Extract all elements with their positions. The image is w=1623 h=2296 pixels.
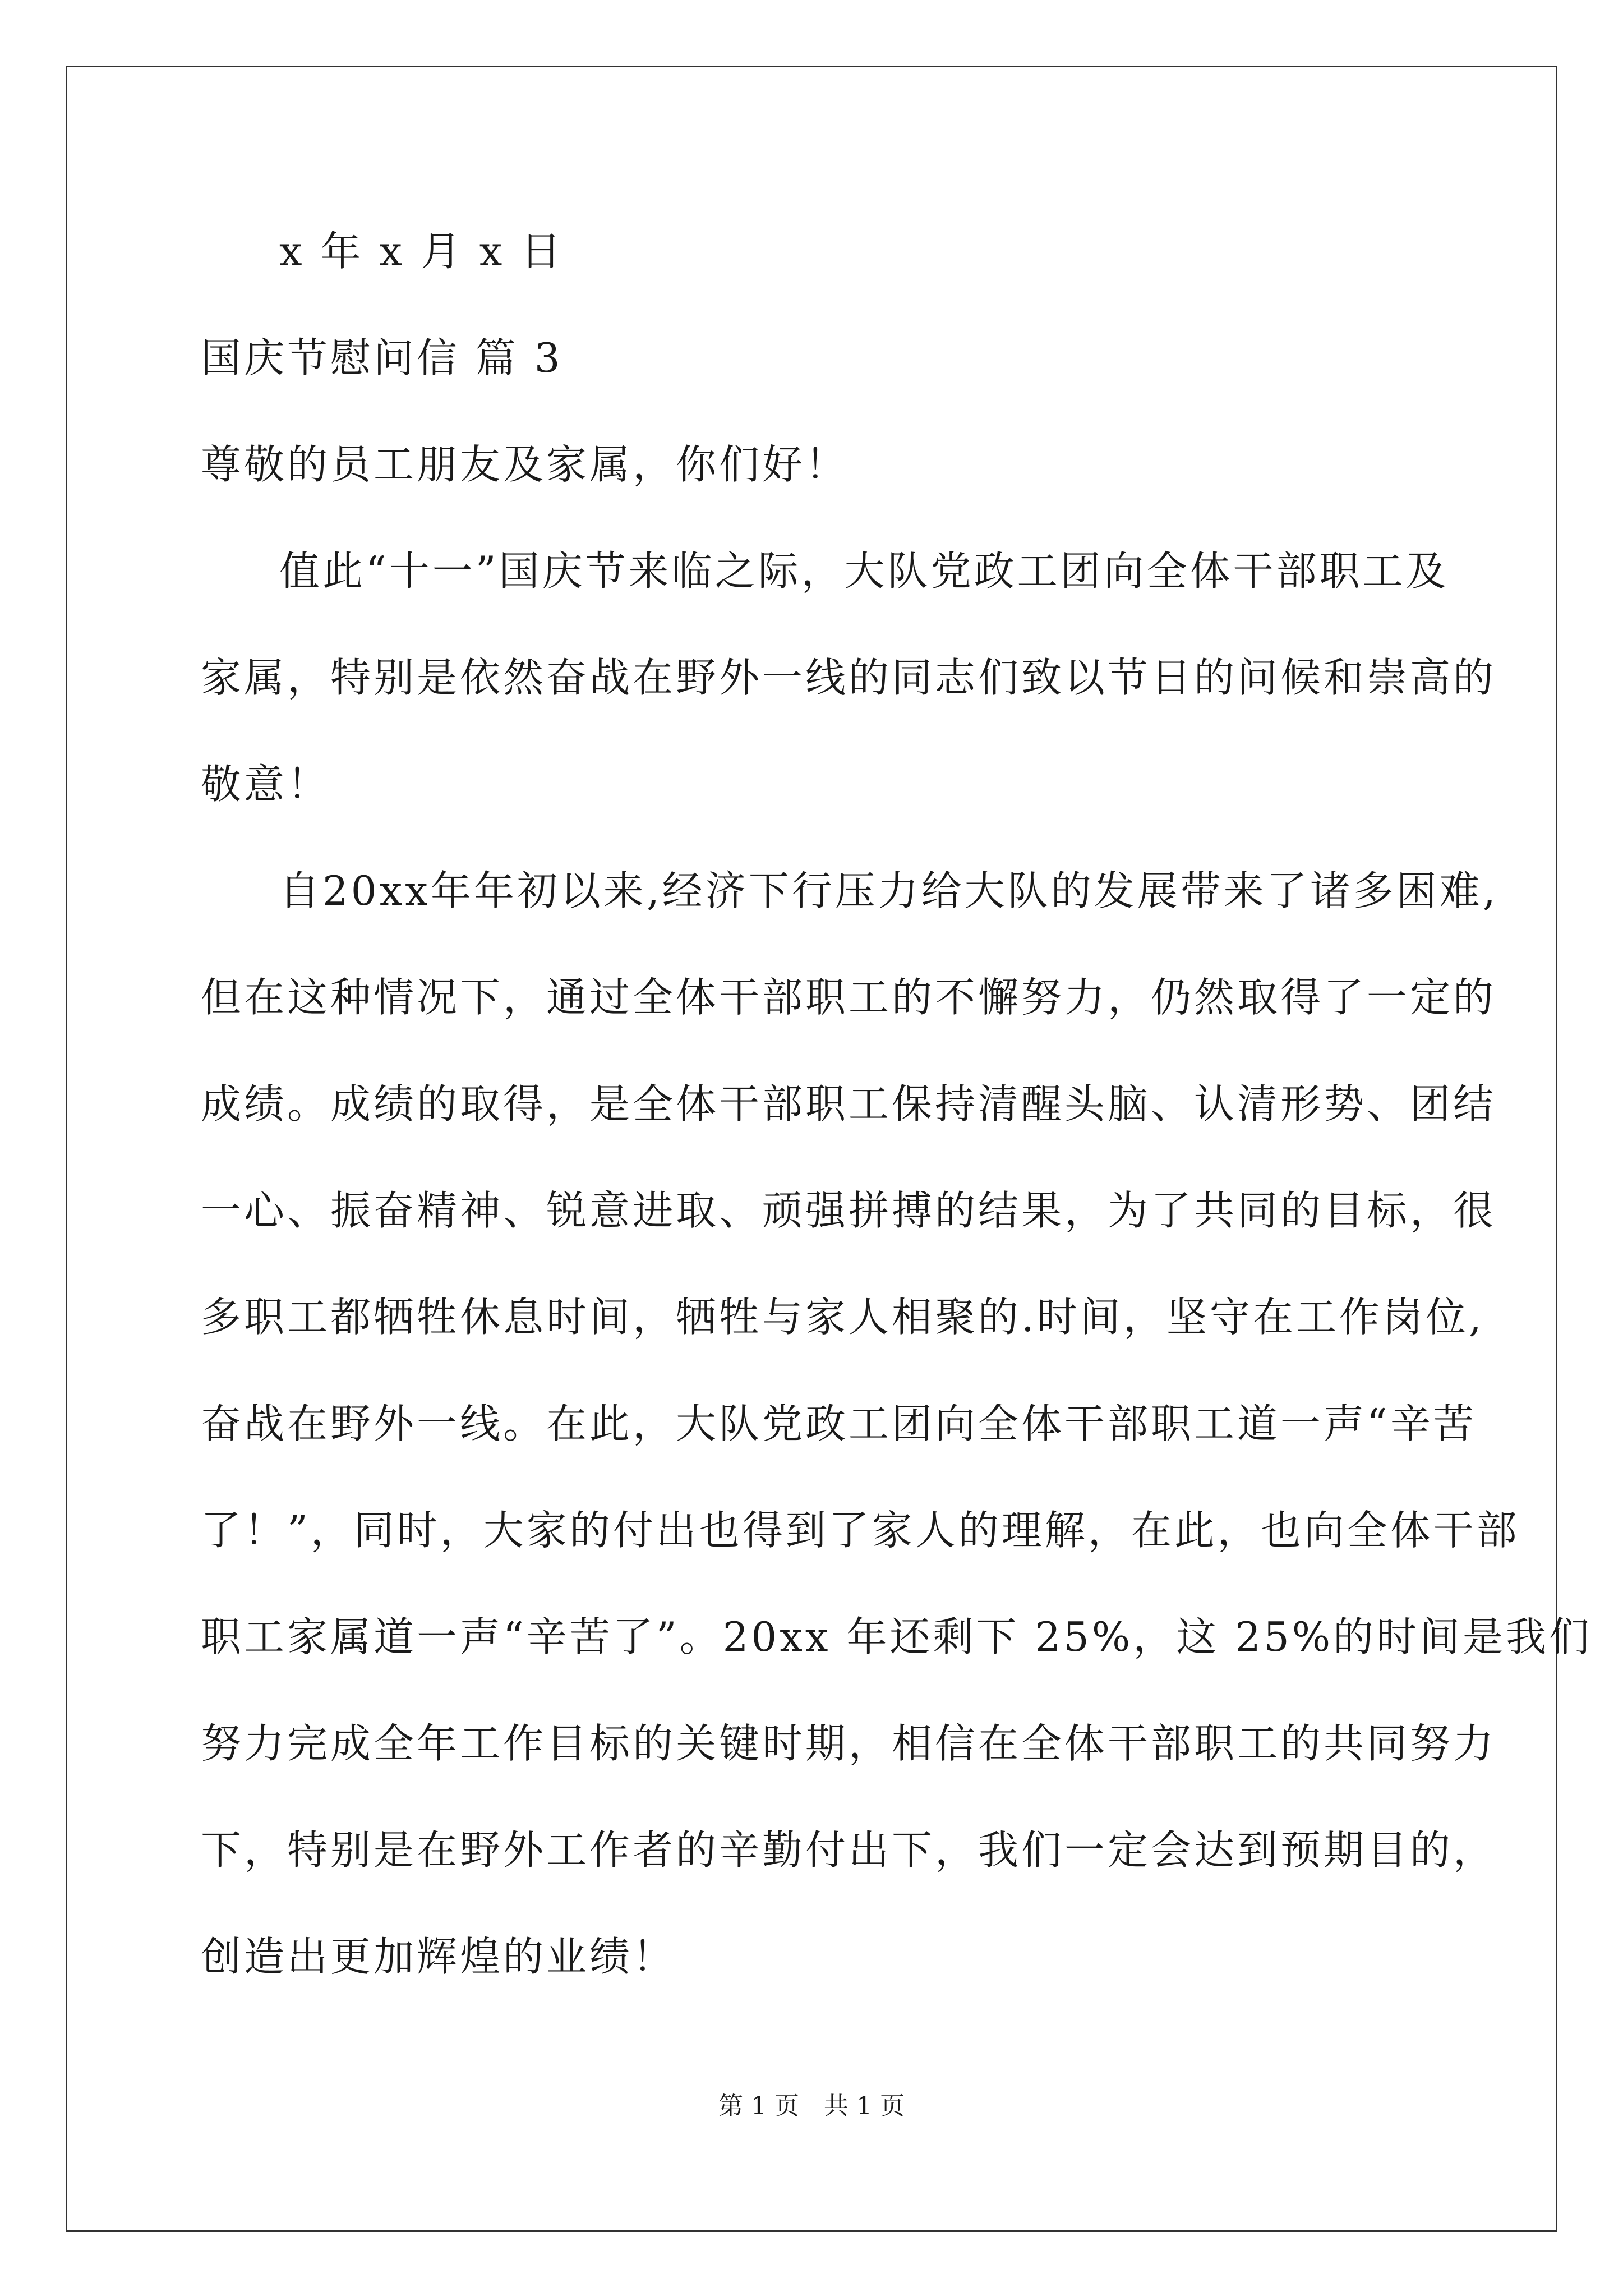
paragraph2-line: 创造出更加辉煌的业绩！ bbox=[201, 1933, 676, 1980]
paragraph2-line: 了！”，同时，大家的付出也得到了家人的理解，在此，也向全体干部 bbox=[201, 1507, 1520, 1554]
paragraph1-line: 值此“十一”国庆节来临之际，大队党政工团向全体干部职工及 bbox=[279, 547, 1449, 595]
date-line: x 年 x 月 x 日 bbox=[279, 228, 564, 275]
paragraph1-line: 家属，特别是依然奋战在野外一线的同志们致以节日的问候和崇高的 bbox=[201, 654, 1497, 701]
paragraph2-line: 但在这种情况下，通过全体干部职工的不懈努力，仍然取得了一定的 bbox=[201, 974, 1497, 1021]
paragraph2-line: 下，特别是在野外工作者的辛勤付出下，我们一定会达到预期目的， bbox=[201, 1826, 1497, 1874]
page-footer: 第 1 页 共 1 页 bbox=[718, 2092, 905, 2120]
paragraph2-line: 努力完成全年工作目标的关键时期，相信在全体干部职工的共同努力 bbox=[201, 1720, 1497, 1767]
letter-heading: 国庆节慰问信 篇 3 bbox=[201, 334, 563, 381]
paragraph2-line: 多职工都牺牲休息时间，牺牲与家人相聚的.时间，坚守在工作岗位, bbox=[201, 1294, 1484, 1341]
paragraph2-line: 职工家属道一声“辛苦了”。20xx 年还剩下 25%，这 25%的时间是我们 bbox=[201, 1613, 1593, 1660]
paragraph2-line: 成绩。成绩的取得，是全体干部职工保持清醒头脑、认清形势、团结 bbox=[201, 1080, 1497, 1128]
paragraph1-line: 敬意！ bbox=[201, 761, 331, 808]
page-border bbox=[66, 66, 1557, 2232]
paragraph2-line: 自20xx年年初以来,经济下行压力给大队的发展带来了诸多困难, bbox=[279, 867, 1498, 914]
salutation: 尊敬的员工朋友及家属，你们好！ bbox=[201, 441, 849, 488]
paragraph2-line: 奋战在野外一线。在此，大队党政工团向全体干部职工道一声“辛苦 bbox=[201, 1400, 1477, 1447]
paragraph2-line: 一心、振奋精神、锐意进取、顽强拼搏的结果，为了共同的目标，很 bbox=[201, 1187, 1497, 1234]
